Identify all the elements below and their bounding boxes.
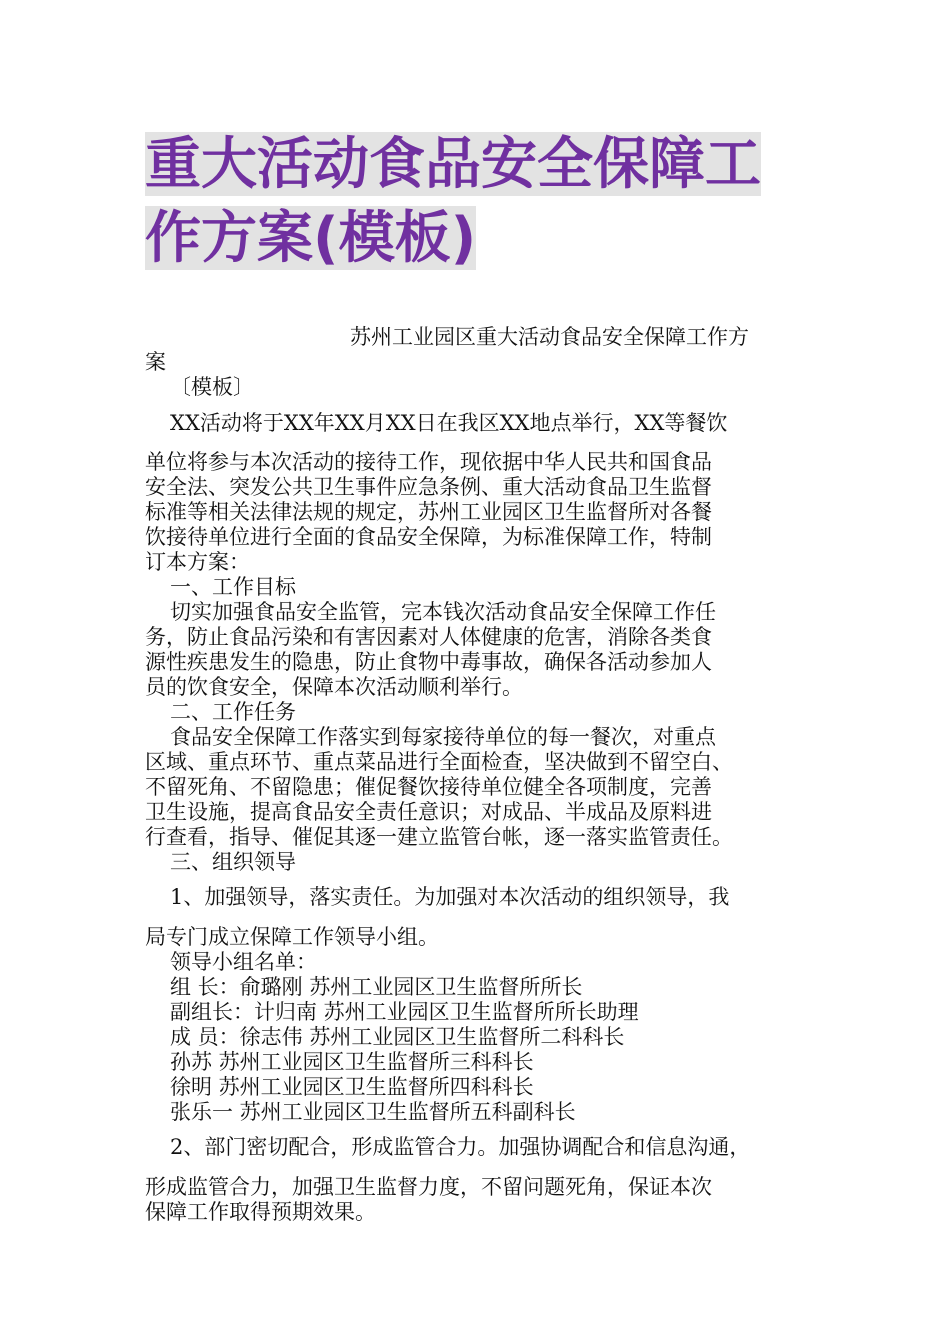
body-line: 不留死角、不留隐患；催促餐饮接待单位健全各项制度，完善 [145, 775, 712, 799]
body-line: 食品安全保障工作落实到每家接待单位的每一餐次，对重点 [170, 725, 716, 749]
body-line: 安全法、突发公共卫生事件应急条例、重大活动食品卫生监督 [145, 475, 712, 499]
body-line: 订本方案： [145, 550, 250, 574]
body-line: 员的饮食安全，保障本次活动顺利举行。 [145, 675, 523, 699]
body-line: 局专门成立保障工作领导小组。 [145, 925, 439, 949]
body-line: 区域、重点环节、重点菜品进行全面检查，坚决做到不留空白、 [145, 750, 733, 774]
leader-list-heading: 领导小组名单： [170, 950, 317, 974]
body-line: 形成监管合力，加强卫生监督力度，不留问题死角，保证本次 [145, 1175, 712, 1199]
subtitle-line-1: 苏州工业园区重大活动食品安全保障工作方 [350, 325, 749, 349]
section-heading-goals: 一、工作目标 [170, 575, 296, 599]
title-line-2: 作方案(模板) [145, 206, 477, 271]
body-line: XX活动将于XX年XX月XX日在我区XX地点举行，XX等餐饮 [170, 411, 728, 435]
body-line: 切实加强食品安全监管，完本钱次活动食品安全保障工作任 [170, 600, 716, 624]
title-line-1: 重大活动食品安全保障工 [145, 132, 761, 197]
body-line: 务，防止食品污染和有害因素对人体健康的危害，消除各类食 [145, 625, 712, 649]
body-line: 卫生设施，提高食品安全责任意识；对成品、半成品及原料进 [145, 800, 712, 824]
leader-row: 徐明 苏州工业园区卫生监督所四科科长 [170, 1075, 534, 1099]
leader-row: 张乐一 苏州工业园区卫生监督所五科副科长 [170, 1100, 576, 1124]
body-line: 保障工作取得预期效果。 [145, 1200, 376, 1224]
leader-row: 副组长：计归南 苏州工业园区卫生监督所所长助理 [170, 1000, 639, 1024]
leader-row: 孙苏 苏州工业园区卫生监督所三科科长 [170, 1050, 534, 1074]
body-line: 标准等相关法律法规的规定，苏州工业园区卫生监督所对各餐 [145, 500, 712, 524]
body-line: 1、加强领导，落实责任。为加强对本次活动的组织领导，我 [170, 885, 730, 909]
leader-row: 成 员：徐志伟 苏州工业园区卫生监督所二科科长 [170, 1025, 625, 1049]
document-title [145, 132, 825, 270]
template-note: 〔模板〕 [170, 375, 254, 399]
leader-row: 组 长：俞璐刚 苏州工业园区卫生监督所所长 [170, 975, 583, 999]
section-heading-tasks: 二、工作任务 [170, 700, 296, 724]
subtitle-line-2: 案 [145, 350, 166, 374]
body-line: 2、部门密切配合，形成监管合力。加强协调配合和信息沟通， [170, 1135, 751, 1159]
body-line: 行查看，指导、催促其逐一建立监管台帐，逐一落实监管责任。 [145, 825, 733, 849]
body-line: 源性疾患发生的隐患，防止食物中毒事故，确保各活动参加人 [145, 650, 712, 674]
body-line: 饮接待单位进行全面的食品安全保障，为标准保障工作，特制 [145, 525, 712, 549]
body-line: 单位将参与本次活动的接待工作，现依据中华人民共和国食品 [145, 450, 712, 474]
section-heading-leadership: 三、组织领导 [170, 850, 296, 874]
